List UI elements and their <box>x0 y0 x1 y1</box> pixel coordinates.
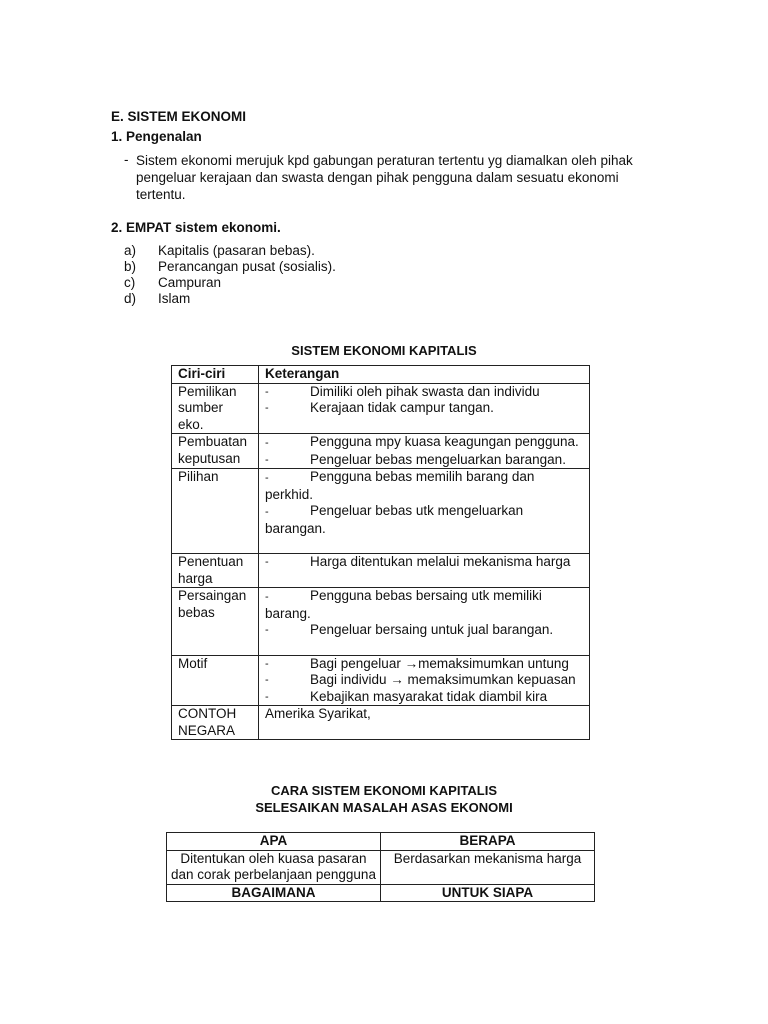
table2-title-line1: CARA SISTEM EKONOMI KAPITALIS <box>270 783 498 798</box>
list-item <box>124 243 336 259</box>
header-keterangan: Keterangan <box>259 366 590 384</box>
bullet-dash: - <box>265 437 269 449</box>
bullet-text: Pengguna bebas memilih barang dan perkhid. <box>265 469 535 502</box>
header-ciri: Ciri-ciri <box>172 366 259 384</box>
table-row <box>172 383 590 434</box>
bullet-dash: - <box>265 402 269 414</box>
table-row <box>172 588 590 656</box>
bullet-text: Kerajaan tidak campur tangan. <box>310 400 494 415</box>
header-berapa: BERAPA <box>381 833 595 851</box>
cara-table <box>166 832 595 902</box>
row-desc <box>259 469 590 554</box>
row-desc <box>259 655 590 706</box>
bullet-text: Pengeluar bebas mengeluarkan barangan. <box>310 451 566 467</box>
list-text: Kapitalis (pasaran bebas). <box>158 243 315 258</box>
bullet-text: Kebajikan masyarakat tidak diambil kira <box>310 688 548 704</box>
bullet-text: Harga ditentukan melalui mekanisma harga <box>310 554 571 569</box>
bullet-dash: - <box>265 690 269 703</box>
table-header-row <box>172 366 590 384</box>
row-label: Pilihan <box>172 469 259 554</box>
kapitalis-table <box>171 365 590 740</box>
row-label: Pembuatan keputusan <box>172 434 259 469</box>
list-label: b) <box>124 259 137 274</box>
row-desc <box>259 588 590 656</box>
table-row <box>172 469 590 554</box>
header-apa: APA <box>167 833 381 851</box>
list-text: Perancangan pusat (sosialis). <box>158 259 336 274</box>
cell-apa: Ditentukan oleh kuasa pasaran dan corak perbelanjaan pengguna <box>167 850 381 884</box>
row-desc <box>259 383 590 434</box>
bullet-dash: - <box>265 506 269 518</box>
bullet-dash: - <box>265 472 269 484</box>
list-label: c) <box>124 275 136 290</box>
bullet-dash: - <box>265 453 269 466</box>
row-desc <box>259 554 590 588</box>
list-label: a) <box>124 243 137 258</box>
list-label: d) <box>124 291 137 306</box>
table-header-row <box>167 884 595 902</box>
table2-title-line2: SELESAIKAN MASALAH ASAS EKONOMI <box>255 800 513 815</box>
table-row <box>172 655 590 706</box>
bullet-text: Bagi individu → memaksimumkan kepuasan <box>310 672 576 687</box>
table-row <box>167 850 595 884</box>
section-title: E. SISTEM EKONOMI <box>111 109 247 124</box>
bullet-dash: - <box>265 624 269 636</box>
list-text: Islam <box>158 291 191 306</box>
row-label: Motif <box>172 655 259 706</box>
bullet-text: Bagi pengeluar →memaksimumkan untung <box>310 655 569 671</box>
table-header-row <box>167 833 595 851</box>
header-untuk-siapa: UNTUK SIAPA <box>381 884 595 902</box>
row-desc: Amerika Syarikat, <box>259 706 590 740</box>
cell-berapa: Berdasarkan mekanisma harga <box>381 850 595 884</box>
list-item <box>124 275 336 291</box>
bullet-text: Pengguna bebas bersaing utk memiliki barang. <box>265 588 542 621</box>
intro-text: Sistem ekonomi merujuk kpd gabungan peraturan tertentu yg diamalkan oleh pihak pengeluar kerajaan dan swasta dengan pihak pengguna dalam sesuatu ekonomi tertentu. <box>136 153 633 202</box>
system-list <box>124 243 336 307</box>
intro-paragraph <box>124 152 664 203</box>
table-row <box>172 434 590 469</box>
row-label: CONTOH NEGARA <box>172 706 259 740</box>
subheading-pengenalan: 1. Pengenalan <box>111 129 202 144</box>
subheading-empat-sistem: 2. EMPAT sistem ekonomi. <box>111 220 281 235</box>
table1-title: SISTEM EKONOMI KAPITALIS <box>291 343 477 358</box>
row-label: Persaingan bebas <box>172 588 259 656</box>
intro-dash: - <box>124 152 129 167</box>
list-item <box>124 259 336 275</box>
table-row <box>172 706 590 740</box>
bullet-dash: - <box>265 385 269 398</box>
row-desc <box>259 434 590 469</box>
bullet-dash: - <box>265 657 269 670</box>
bullet-text: Dimiliki oleh pihak swasta dan individu <box>310 383 540 399</box>
bullet-text: Pengguna mpy kuasa keagungan pengguna. <box>310 434 579 449</box>
bullet-text: Pengeluar bebas utk mengeluarkan barangan. <box>265 503 524 536</box>
table-row <box>172 554 590 588</box>
bullet-text: Pengeluar bersaing untuk jual barangan. <box>310 622 554 637</box>
list-item <box>124 291 336 307</box>
list-text: Campuran <box>158 275 222 290</box>
row-label: Pemilikan sumber eko. <box>172 383 259 434</box>
bullet-dash: - <box>265 674 269 686</box>
bullet-dash: - <box>265 556 269 568</box>
header-bagaimana: BAGAIMANA <box>167 884 381 902</box>
row-label: Penentuan harga <box>172 554 259 588</box>
bullet-dash: - <box>265 591 269 603</box>
